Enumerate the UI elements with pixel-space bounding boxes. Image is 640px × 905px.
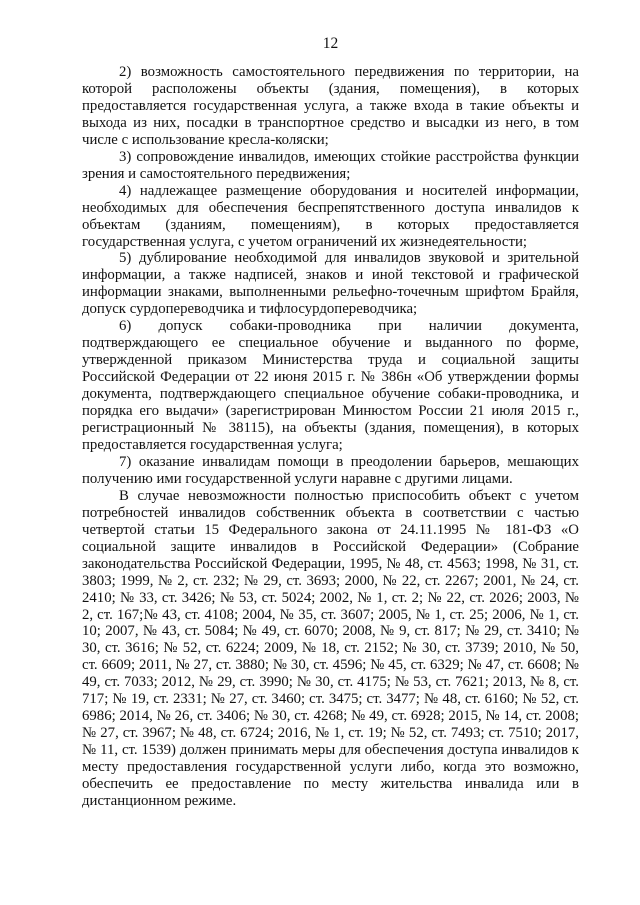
page-number: 12 [322, 35, 339, 52]
paragraph-item-4: 4) надлежащее размещение оборудования и носителей информации, необходимых для обеспечения беспрепятственного доступа инвалидов к объектам (зданиям, помещениям), в которых предоставляется государственная услуга, с учетом ограничений их жизнедеятельности; [82, 182, 579, 250]
paragraph-item-3: 3) сопровождение инвалидов, имеющих стойкие расстройства функции зрения и самостоятельного передвижения; [82, 148, 579, 182]
document-page [82, 34, 579, 810]
paragraph-item-6: 6) допуск собаки-проводника при наличии документа, подтверждающего ее специальное обучение и выданного по форме, утвержденной приказом Министерства труда и социальной защиты Российской Федерации от 22 июня 2015 г. № 386н «Об утверждении формы документа, подтверждающего специальное обучение собаки-проводника, и порядка его выдачи» (зарегистрирован Минюстом России 21 июля 2015 г., регистрационный № 38115), на объекты (здания, помещения), в которых предоставляется государственная услуга; [82, 318, 579, 453]
paragraph-item-5: 5) дублирование необходимой для инвалидов звуковой и зрительной информации, а также надписей, знаков и иной текстовой и графической информации знаками, выполненными рельефно-точечным шрифтом Брайля, допуск сурдопереводчика и тифлосурдопереводчика; [82, 250, 579, 318]
paragraph-item-2: 2) возможность самостоятельного передвижения по территории, на которой расположены объекты (здания, помещения), в которых предоставляется государственная услуга, а также входа в такие объекты и выхода из них, посадки в транспортное средство и высадки из него, в том числе с использование кресла-коляски; [82, 64, 579, 148]
paragraph-item-7: 7) оказание инвалидам помощи в преодолении барьеров, мешающих получению ими государственной услуги наравне с другими лицами. [82, 453, 579, 487]
paragraph-owner-obligation: В случае невозможности полностью приспособить объект с учетом потребностей инвалидов собственник объекта в соответствии с частью четвертой статьи 15 Федерального закона от 24.11.1995 № 181-ФЗ «О социальной защите инвалидов в Российской Федерации» (Собрание законодательства Российской Федерации, 1995, № 48, ст. 4563; 1998, № 31, ст. 3803; 1999, № 2, ст. 232; № 29, ст. 3693; 2000, № 22, ст. 2267; 2001, № 24, ст. 2410; № 33, ст. 3426; № 53, ст. 5024; 2002, № 1, ст. 2; № 22, ст. 2026; 2003, № 2, ст. 167;№ 43, ст. 4108; 2004, № 35, ст. 3607; 2005, № 1, ст. 25; 2006, № 1, ст. 10; 2007, № 43, ст. 5084; № 49, ст. 6070; 2008, № 9, ст. 817; № 29, ст. 3410; № 30, ст. 3616; № 52, ст. 6224; 2009, № 18, ст. 2152; № 30, ст. 3739; 2010, № 50, ст. 6609; 2011, № 27, ст. 3880; № 30, ст. 4596; № 45, ст. 6329; № 47, ст. 6608; № 49, ст. 7033; 2012, № 29, ст. 3990; № 30, ст. 4175; № 53, ст. 7621; 2013, № 8, ст. 717; № 19, ст. 2331; № 27, ст. 3460; ст. 3475; ст. 3477; № 48, ст. 6160; № 52, ст. 6986; 2014, № 26, ст. 3406; № 30, ст. 4268; № 49, ст. 6928; 2015, № 14, ст. 2008; № 27, ст. 3967; № 48, ст. 6724; 2016, № 1, ст. 19; № 52, ст. 7493; ст. 7510; 2017, № 11, ст. 1539) должен принимать меры для обеспечения доступа инвалидов к месту предоставления государственной услуги либо, когда это возможно, обеспечить ее предоставление по месту жительства инвалида или в дистанционном режиме. [82, 487, 579, 809]
